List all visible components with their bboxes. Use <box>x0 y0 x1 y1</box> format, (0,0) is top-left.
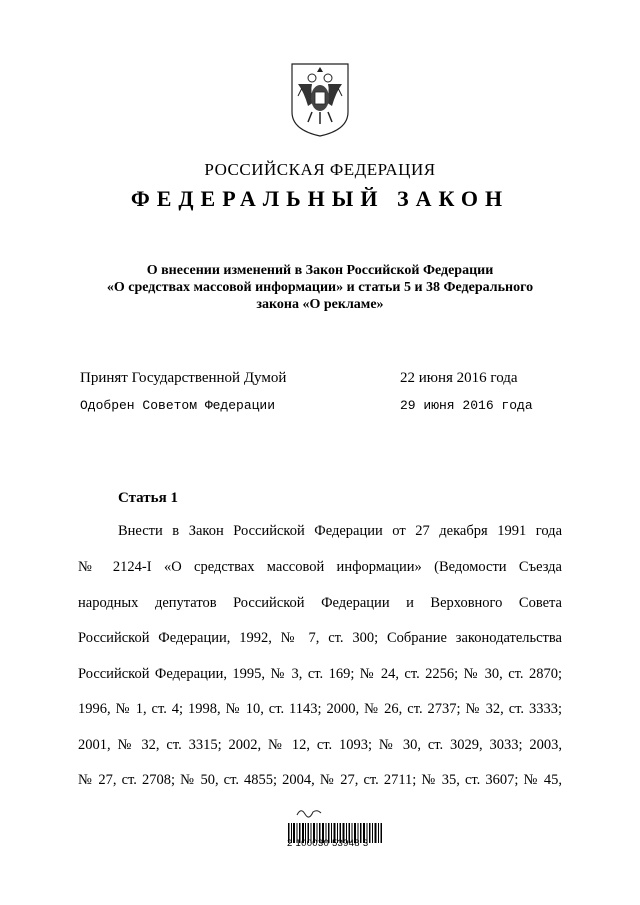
article-text-line: Российской Федерации, 1992, № 7, ст. 300; Собрание законодательства <box>78 630 562 646</box>
duma-adoption-date: 22 июня 2016 года <box>400 370 518 386</box>
article-text-line: Российской Федерации, 1995, № 3, ст. 169; № 24, ст. 2256; № 30, ст. 2870; <box>78 666 562 682</box>
duma-adoption-label: Принят Государственной Думой <box>80 370 287 386</box>
council-approval-date: 29 июня 2016 года <box>400 398 533 413</box>
article-text-line: Внести в Закон Российской Федерации от 27 декабря 1991 года <box>118 523 562 539</box>
barcode-number: 2 100030 53948 3 <box>287 838 369 849</box>
law-title-line: О внесении изменений в Закон Российской Федерации <box>146 263 494 278</box>
law-type-heading: ФЕДЕРАЛЬНЫЙ ЗАКОН <box>130 186 510 211</box>
article-text-line: народных депутатов Российской Федерации и Верховного Совета <box>78 595 562 611</box>
council-approval-label: Одобрен Советом Федерации <box>80 398 276 413</box>
article-text-line: 1996, № 1, ст. 4; 1998, № 10, ст. 1143; 2000, № 26, ст. 2737; № 32, ст. 3333; <box>78 701 562 717</box>
handwritten-mark-icon <box>296 806 322 818</box>
coat-of-arms-icon <box>288 62 352 138</box>
law-title-line: «О средствах массовой информации» и статьи 5 и 38 Федерального <box>106 280 534 295</box>
law-title-line: закона «О рекламе» <box>256 297 384 312</box>
country-name: РОССИЙСКАЯ ФЕДЕРАЦИЯ <box>204 160 436 179</box>
article-text-line: 2001, № 32, ст. 3315; 2002, № 12, ст. 1093; № 30, ст. 3029, 3033; 2003, <box>78 737 562 753</box>
article-text-line: № 27, ст. 2708; № 50, ст. 4855; 2004, № 27, ст. 2711; № 35, ст. 3607; № 45, <box>78 772 562 788</box>
article-heading: Статья 1 <box>118 490 178 506</box>
article-text-line: № 2124-I «О средствах массовой информации» (Ведомости Съезда <box>78 559 562 575</box>
law-title <box>70 262 570 313</box>
